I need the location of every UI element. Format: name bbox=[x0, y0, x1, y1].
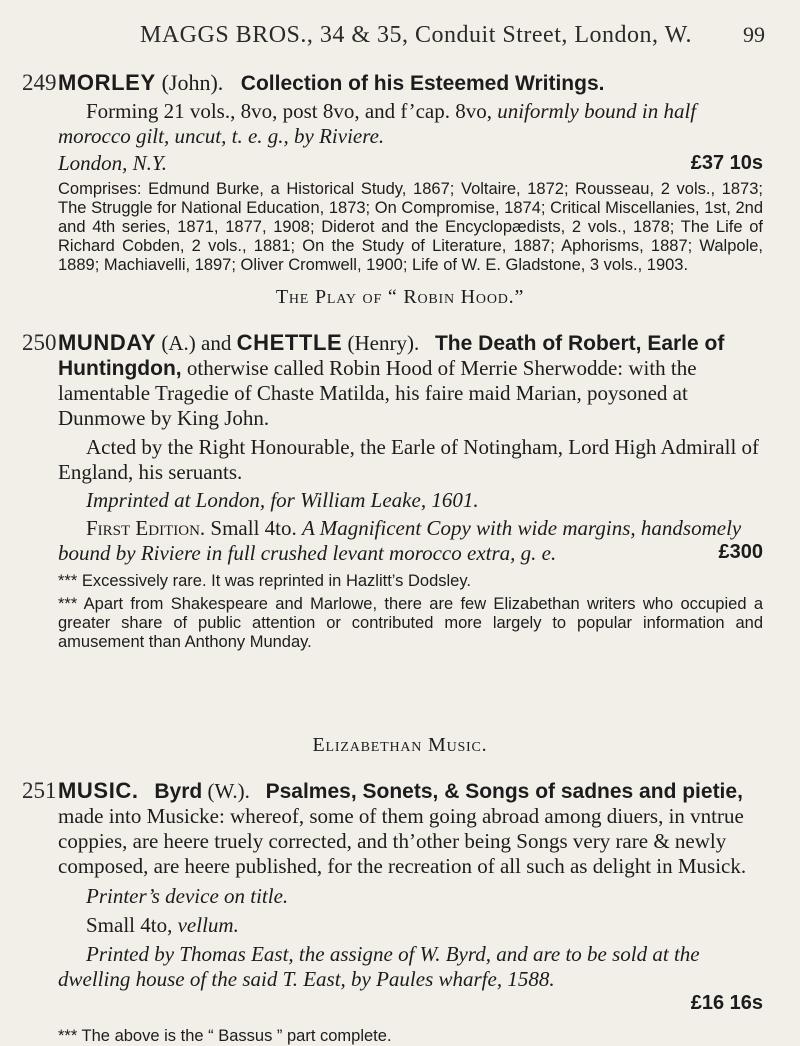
section-title-music: Elizabethan Music. bbox=[312, 734, 488, 756]
price-row bbox=[58, 992, 763, 1015]
format-description bbox=[58, 913, 763, 938]
imprint: Imprinted at London, for William Leake, 1601. bbox=[86, 488, 479, 512]
catalogue-entry-249 bbox=[22, 70, 763, 275]
author-name: MUNDAY bbox=[58, 330, 157, 355]
catalogue-entry-250 bbox=[22, 330, 763, 652]
lot-number: 251 bbox=[22, 778, 57, 803]
acted-by: Acted by the Right Honourable, the Earle of Notingham, Lord High Admirall of England, his seruants. bbox=[58, 435, 760, 484]
printers-device: Printer’s device on title. bbox=[86, 884, 289, 908]
page-number: 99 bbox=[743, 22, 765, 47]
author-name: MUSIC. bbox=[58, 778, 139, 803]
note-bassus: *** The above is the “ Bassus ” part complete. bbox=[58, 1027, 392, 1045]
edition-caps: First Edition. bbox=[86, 516, 206, 540]
entry-title: The Death of Robert, Earle of Huntingdon, bbox=[58, 332, 725, 380]
entry-title-rest: otherwise called Robin Hood of Merrie Sherwodde: with the lamentable Tragedie of Chaste Matilda, his faire maid Marian, poysoned at Dunmowe by King John. bbox=[58, 356, 697, 430]
format-plain: Small 4to, bbox=[86, 913, 173, 937]
imprint-price-row bbox=[58, 151, 763, 176]
entry-title: Psalmes, Sonets, & Songs of sadnes and pietie, bbox=[265, 780, 743, 803]
description-italic: uniformly bound in half morocco gilt, uncut, t. e. g., by Riviere. bbox=[58, 99, 697, 148]
author-name-2: Byrd bbox=[154, 780, 203, 803]
imprint: Printed by Thomas East, the assigne of W. Byrd, and are to be sold at the dwelling house of the said T. East, by Paules wharfe, 1588. bbox=[58, 942, 700, 991]
description-plain: Forming 21 vols., 8vo, post 8vo, and f’cap. 8vo, bbox=[86, 99, 492, 123]
running-head: MAGGS BROS., 34 & 35, Conduit Street, London, W. bbox=[140, 22, 693, 48]
price: £37 10s bbox=[690, 152, 763, 174]
price: £300 bbox=[718, 541, 763, 563]
lot-number: 250 bbox=[22, 330, 57, 355]
entry-title-rest: made into Musicke: whereof, some of them going abroad among diuers, in vntrue coppies, are heere truely corrected, and th’other being Songs very rare & newly composed, are heere published, for the recreation of all such as delight in Musick. bbox=[58, 804, 747, 878]
author-name: MORLEY bbox=[58, 70, 156, 95]
lot-number: 249 bbox=[22, 70, 57, 95]
catalogue-entry-251 bbox=[22, 778, 763, 1046]
format-italic: vellum. bbox=[177, 913, 239, 937]
entry-title: Collection of his Esteemed Writings. bbox=[240, 72, 605, 95]
entry-heading bbox=[58, 330, 763, 431]
author-name-2: CHETTLE bbox=[236, 330, 343, 355]
imprint: London, N.Y. bbox=[58, 151, 167, 175]
author-detail-2: (Henry). bbox=[347, 331, 420, 355]
note-context: *** Apart from Shakespeare and Marlowe, there are few Elizabethan writers who occupied a greater share of public attention or contributed more largely to popular information and amusement than Anthony Munday. bbox=[58, 595, 763, 651]
price: £16 16s bbox=[690, 992, 763, 1014]
entry-heading bbox=[58, 778, 763, 879]
note-rarity: *** Excessively rare. It was reprinted in Hazlitt’s Dodsley. bbox=[58, 572, 471, 590]
contents: Comprises: Edmund Burke, a Historical Study, 1867; Voltaire, 1872; Rousseau, 2 vols., 1873; The Struggle for National Education, 1873; On Compromise, 1874; Critical Miscellanies, 1st, 2nd and 4th series, 1871, 1877, 1908; Diderot and the Encyclopædists, 2 vols., 1878; The Life of Richard Cobden, 2 vols., 1881; On the Study of Literature, 1887; Aphorisms, 1887; Walpole, 1889; Machiavelli, 1897; Oliver Cromwell, 1900; Life of W. E. Gladstone, 3 vols., 1903. bbox=[58, 180, 763, 274]
entry-heading bbox=[58, 70, 763, 96]
author-detail: (W.). bbox=[207, 779, 250, 803]
author-detail: (A.) and bbox=[161, 331, 232, 355]
edition-italic: A Magnificent Copy with wide margins, handsomely bound by Riviere in full crushed levant morocco extra, g. e. bbox=[58, 516, 742, 565]
author-detail: (John). bbox=[161, 70, 224, 95]
entry-description bbox=[58, 99, 763, 149]
edition-plain: Small 4to. bbox=[210, 516, 297, 540]
section-title-robin-hood: The Play of “ Robin Hood.” bbox=[275, 286, 525, 308]
